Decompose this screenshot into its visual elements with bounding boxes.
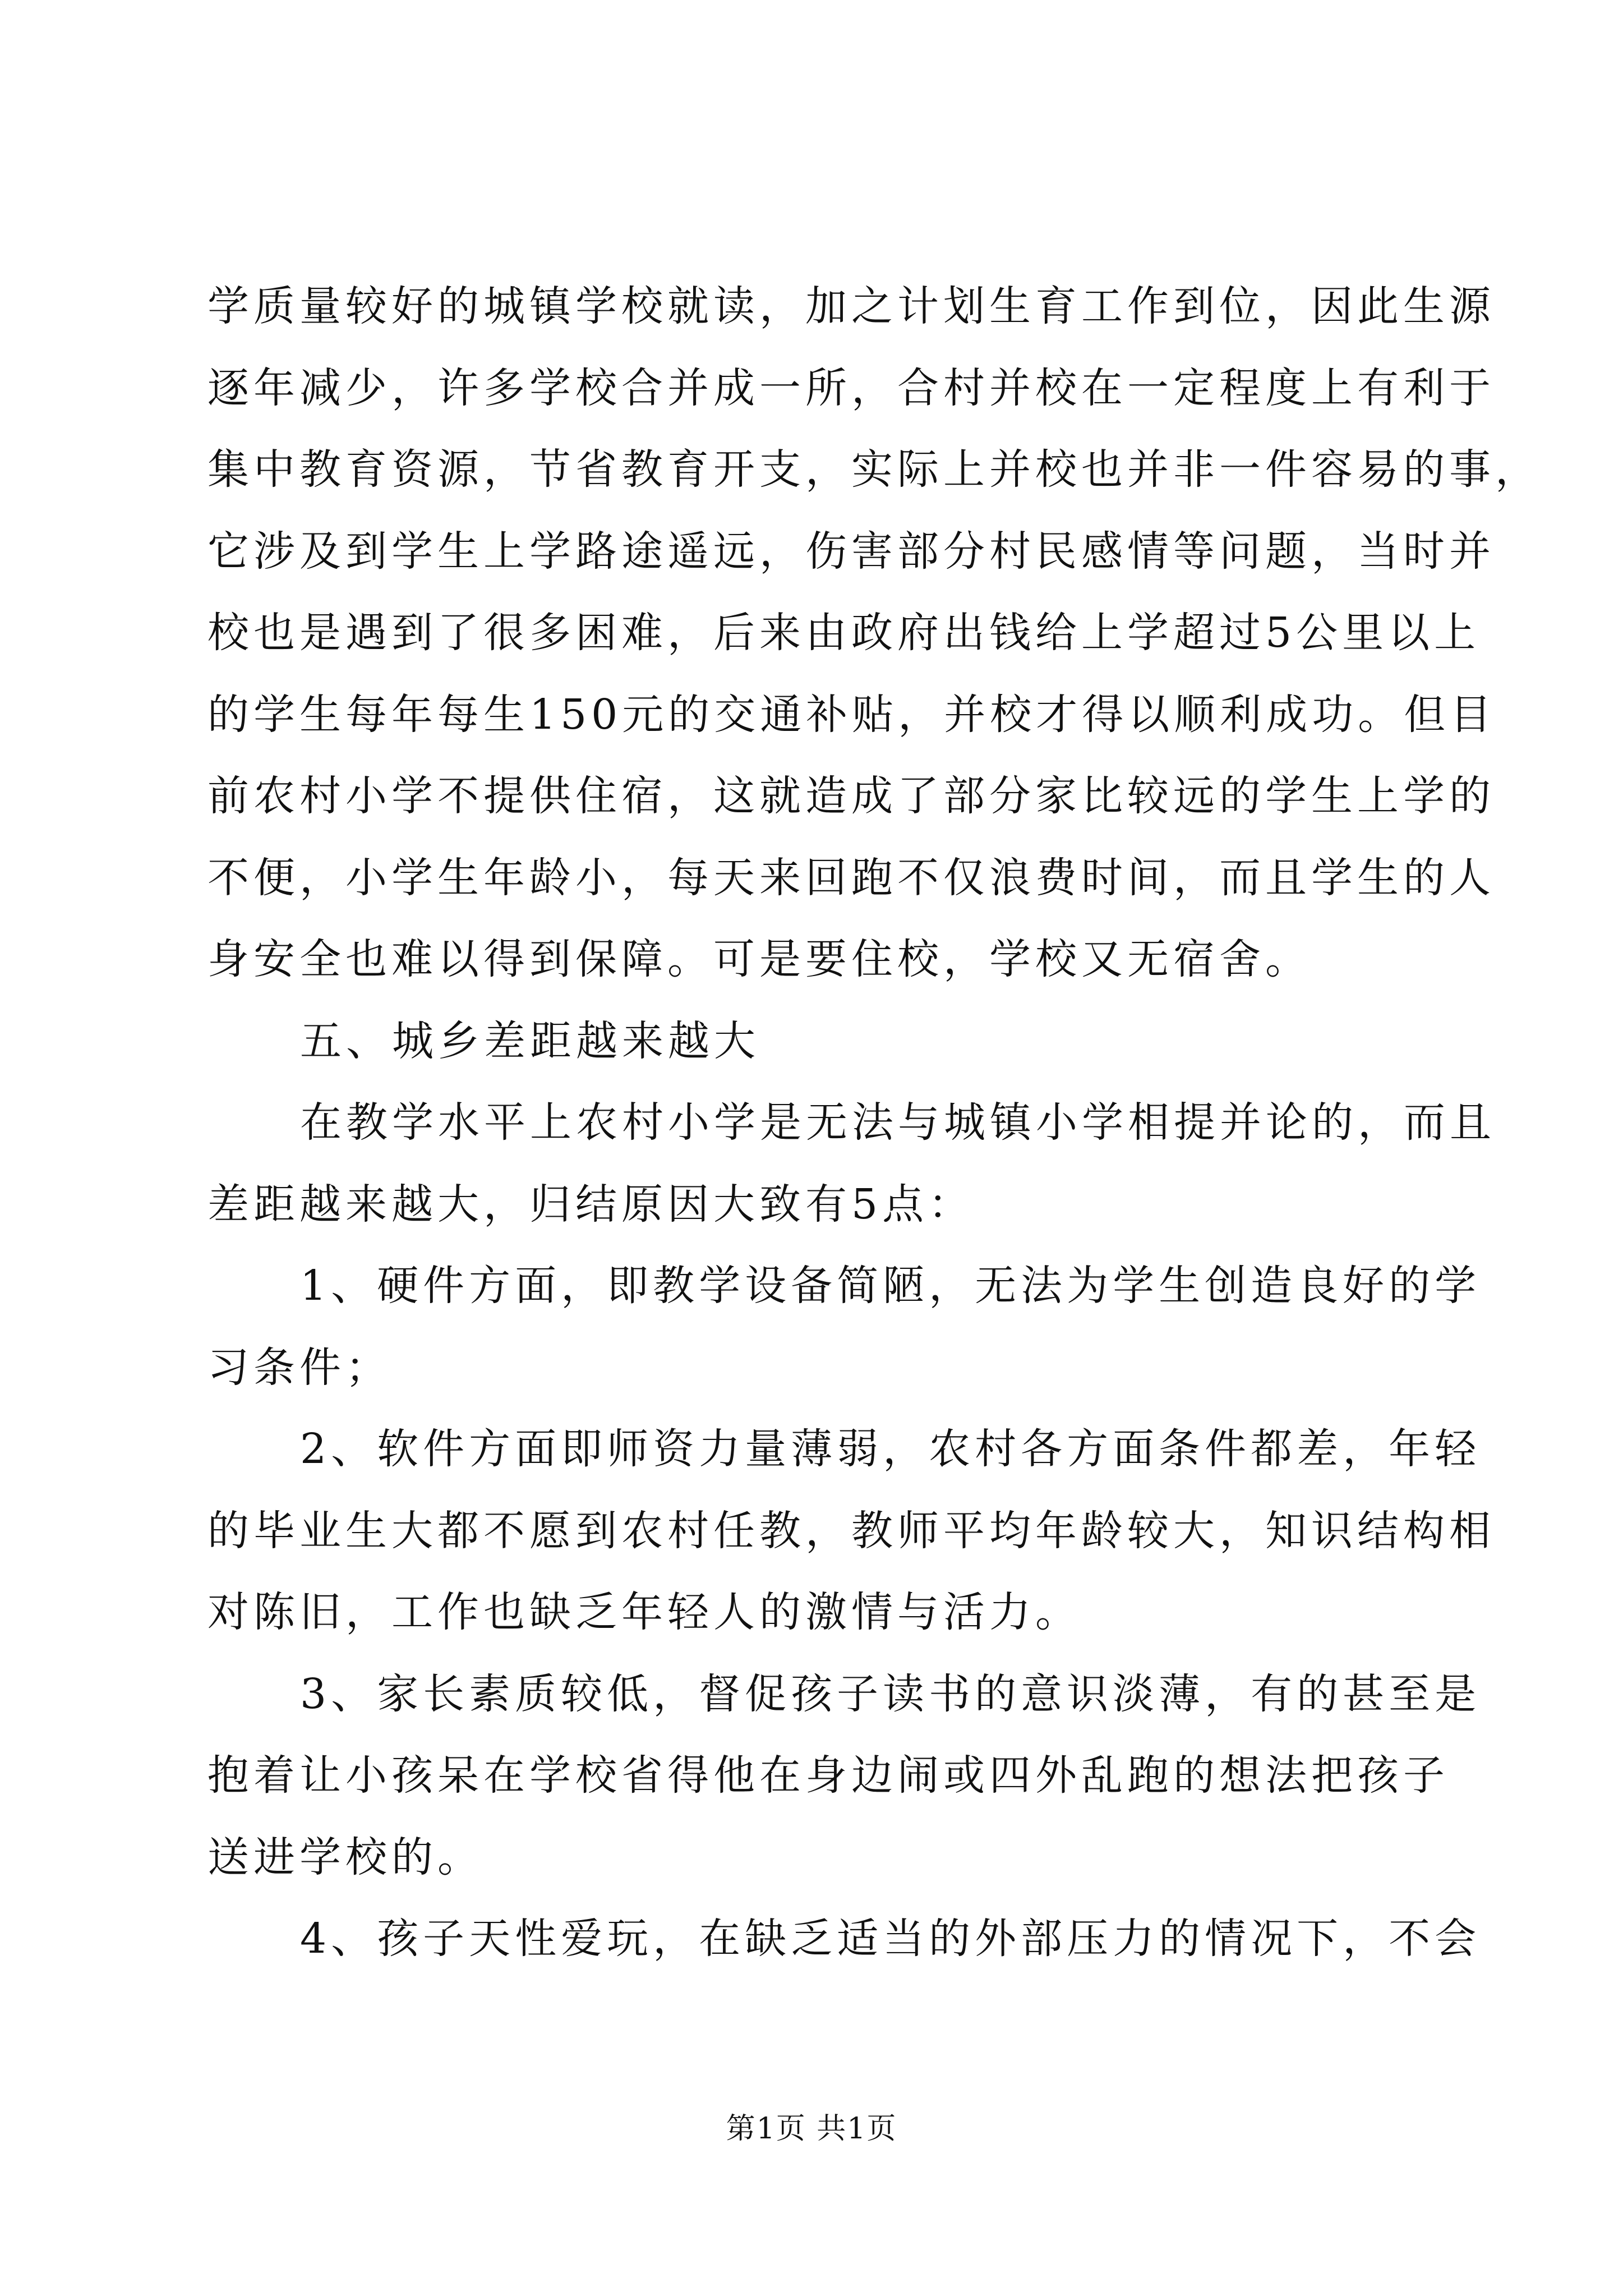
text-line: 送进学校的。 bbox=[208, 1833, 483, 1881]
text-line: 逐年减少，许多学校合并成一所，合村并校在一定程度上有利于 bbox=[208, 364, 1495, 412]
list-item-3: 3、家长素质较低，督促孩子读书的意识淡薄，有的甚至是 bbox=[300, 1669, 1481, 1718]
text-line: 前农村小学不提供住宿，这就造成了部分家比较远的学生上学的 bbox=[208, 772, 1495, 820]
text-line: 差距越来越大，归结原因大致有5点： bbox=[208, 1180, 975, 1228]
list-item-4: 4、孩子天性爱玩，在缺乏适当的外部压力的情况下，不会 bbox=[300, 1915, 1481, 1963]
text-line: 的毕业生大都不愿到农村任教，教师平均年龄较大，知识结构相 bbox=[208, 1506, 1495, 1555]
text-line: 对陈旧，工作也缺乏年轻人的激情与活力。 bbox=[208, 1588, 1081, 1636]
text-line: 在教学水平上农村小学是无法与城镇小学相提并论的，而且 bbox=[300, 1098, 1496, 1147]
text-line: 抱着让小孩呆在学校省得他在身边闹或四外乱跑的想法把孩子 bbox=[208, 1751, 1449, 1800]
document-body bbox=[208, 266, 1541, 1980]
list-item-1: 1、硬件方面，即教学设备简陋，无法为学生创造良好的学 bbox=[300, 1262, 1481, 1310]
text-line: 身安全也难以得到保障。可是要住校，学校又无宿舍。 bbox=[208, 935, 1311, 983]
text-line: 校也是遇到了很多困难，后来由政府出钱给上学超过5公里以上 bbox=[208, 609, 1481, 657]
text-line: 的学生每年每生150元的交通补贴，并校才得以顺利成功。但目 bbox=[208, 690, 1496, 739]
text-line: 不便，小学生年龄小，每天来回跑不仅浪费时间，而且学生的人 bbox=[208, 853, 1495, 902]
text-line: 它涉及到学生上学路途遥远，伤害部分村民感情等问题，当时并 bbox=[208, 527, 1495, 576]
text-line: 集中教育资源，节省教育开支，实际上并校也并非一件容易的事， bbox=[208, 445, 1541, 494]
text-line: 习条件； bbox=[208, 1343, 391, 1392]
text-line: 学质量较好的城镇学校就读，加之计划生育工作到位，因此生源 bbox=[208, 282, 1495, 330]
page-footer: 第1页 共1页 bbox=[726, 2112, 897, 2146]
section-heading: 五、城乡差距越来越大 bbox=[300, 1016, 760, 1065]
list-item-2: 2、软件方面即师资力量薄弱，农村各方面条件都差，年轻 bbox=[300, 1425, 1481, 1473]
